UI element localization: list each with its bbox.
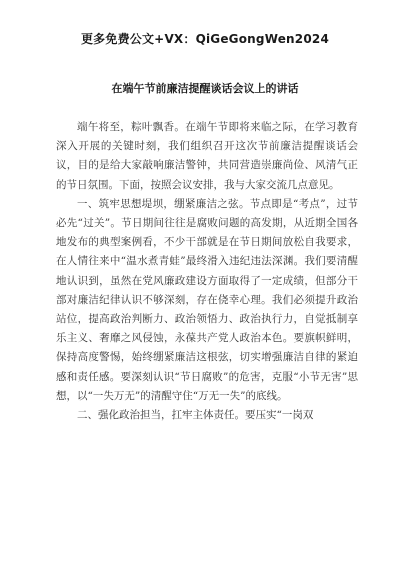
paragraph-intro: 端午将至，粽叶飘香。在端午节即将来临之际，在学习教育深入开展的关键时刻，我们组织召开这次节前廉洁提醒谈话会议，目的是给大家敲响廉洁警钟，共同营造崇廉尚俭、风清气正的节日氛围。下面，按照会议安排，我与大家交流几点意见。: [56, 121, 358, 191]
paragraph-section-2: 二、强化政治担当，扛牢主体责任。要压实“一岗双: [77, 409, 314, 422]
document-body: [56, 118, 358, 425]
paragraph-section-1: 一、筑牢思想堤坝，绷紧廉洁之弦。节点即是“考点”，过节必先“过关”。节日期间往往是腐败问题的高发期，从近期全国各地发布的典型案例看，不少干部就是在节日期间放松自我要求，在人情往来中“温水煮青蛙”最终滑入违纪违法深渊。我们要清醒地认识到，虽然在党风廉政建设方面取得了一定成绩，但部分干部对廉洁纪律认识不够深刻，存在侥幸心理。我们必须提升政治站位，提高政治判断力、政治领悟力、政治执行力，自觉抵制享乐主义、奢靡之风侵蚀，永葆共产党人政治本色。要旗帜鲜明，保持高度警惕，始终绷紧廉洁这根弦，切实增强廉洁自律的紧迫感和责任感。要深刻认识“节日腐败”的危害，克服“小节无害”思想，以“一失万无”的清醒守住“万无一失”的底线。: [56, 197, 358, 402]
document-title: 在端午节前廉洁提醒谈话会议上的讲话: [111, 82, 299, 95]
header-note: 更多免费公文+VX：QiGeGongWen2024: [80, 32, 329, 46]
